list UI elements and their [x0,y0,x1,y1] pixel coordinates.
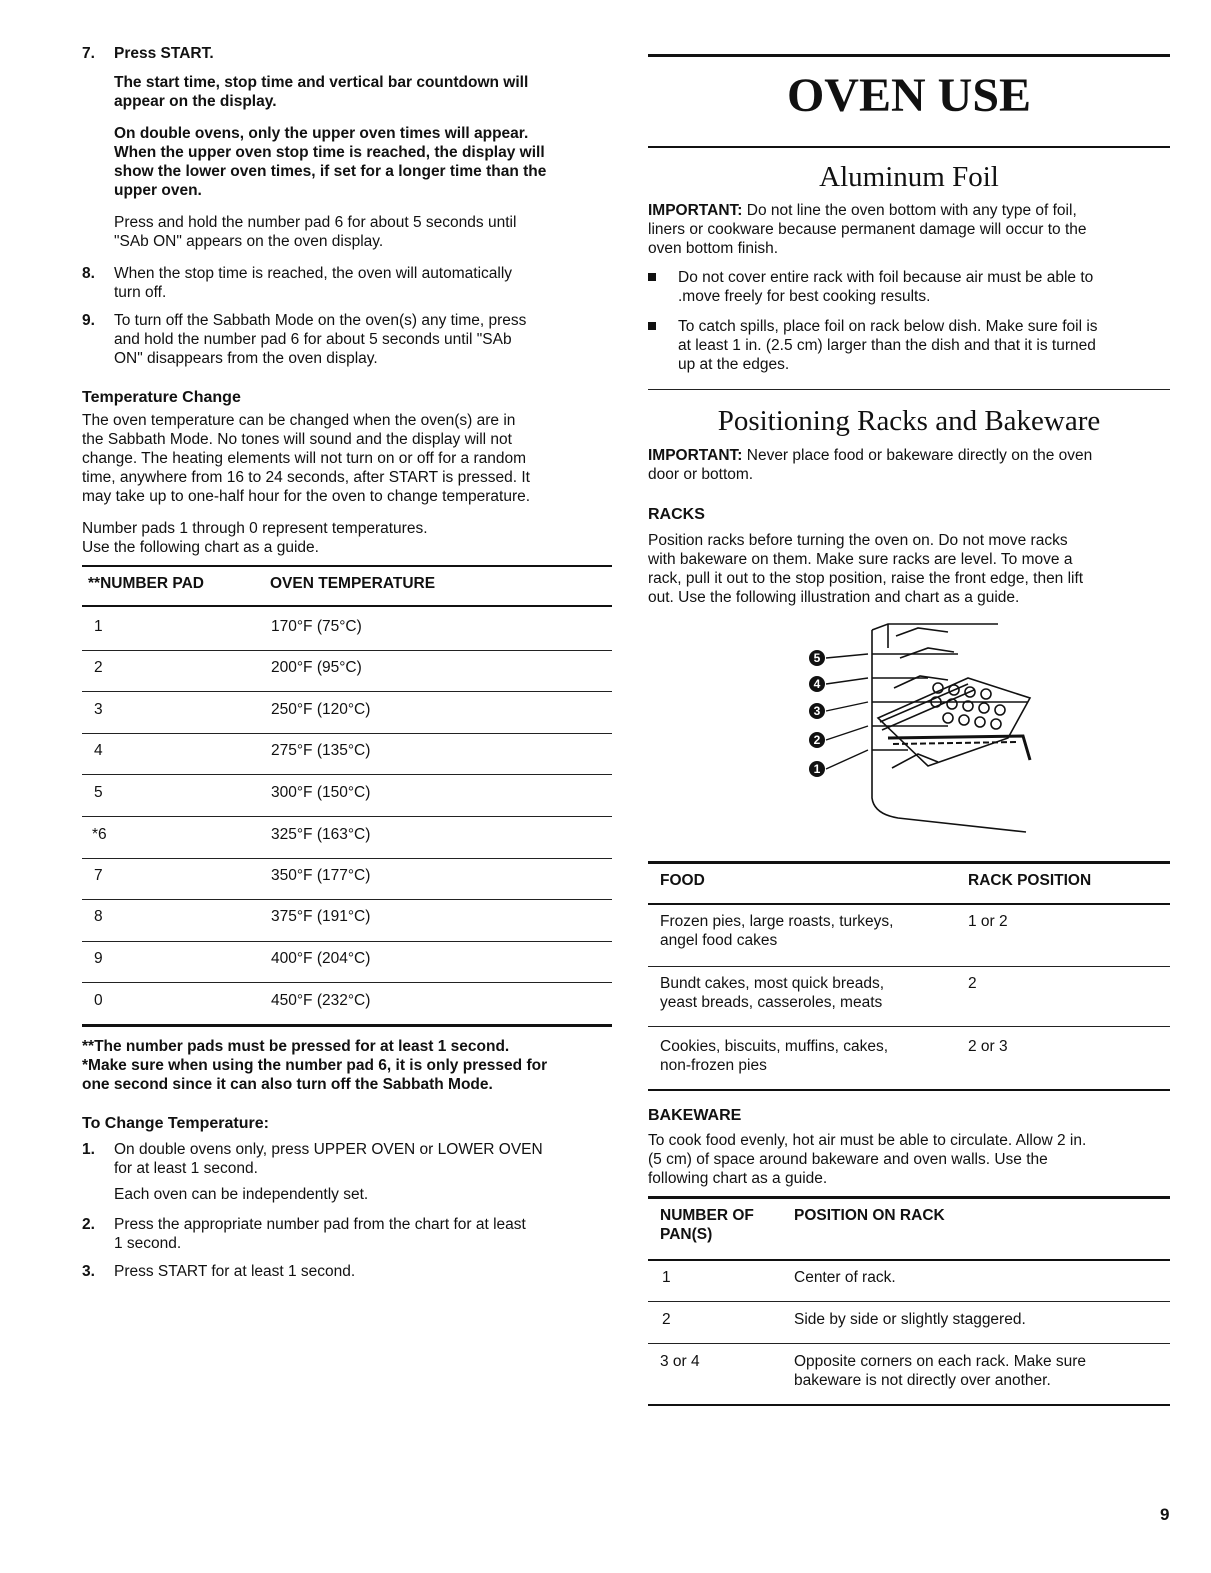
table-row: 2 [94,659,103,676]
temperature-guide-text: Number pads 1 through 0 represent temperatures. Use the following chart as a guide. [82,520,428,556]
pan-table-cell-position: Center of rack. [794,1269,896,1286]
rack-label-2: 2 [813,733,821,747]
aluminum-foil-heading: Aluminum Foil [819,161,999,193]
bullet-icon [648,273,656,281]
pan-table-cell-position: Side by side or slightly staggered. [794,1311,1026,1328]
bakeware-subheading: BAKEWARE [648,1107,742,1124]
pan-table-row: 1 [662,1269,671,1286]
bakeware-paragraph: To cook food evenly, hot air must be able to circulate. Allow 2 in. (5 cm) of space around bakeware and oven walls. Use the following chart as a guide. [648,1132,1087,1187]
table-row: 3 [94,701,103,718]
rack-label-5: 5 [813,651,821,665]
step-7-para-2: On double ovens, only the upper oven times will appear. When the upper oven stop time is reached, the display will show the lower oven times, if set for a longer time than the upper oven. [114,125,547,199]
food-table-row: Bundt cakes, most quick breads, yeast breads, casseroles, meats [660,975,885,1011]
table-cell-temp: 170°F (75°C) [271,618,362,635]
table-footnotes: **The number pads must be pressed for at least 1 second. *Make sure when using the number pad 6, it is only pressed for one second since it can also turn off the Sabbath Mode. [82,1038,548,1093]
table-cell-temp: 350°F (177°C) [271,867,371,884]
food-table-row: Cookies, biscuits, muffins, cakes, non-frozen pies [660,1038,888,1074]
bullet-icon [648,322,656,330]
table-cell-temp: 275°F (135°C) [271,742,371,759]
table-top-rule [82,565,612,567]
food-table-header-food: FOOD [660,872,705,889]
racks-important: IMPORTANT: Never place food or bakeware directly on the oven door or bottom. [648,447,1093,483]
table-row: 8 [94,908,103,925]
title-top-rule [648,54,1170,57]
racks-paragraph: Position racks before turning the oven on. Do not move racks with bakeware on them. Make sure racks are level. To move a rack, pull it out to the stop position, raise the front edge, then lift out. Use the following illustration and chart as a guide. [648,532,1084,606]
table-cell-temp: 300°F (150°C) [271,784,371,801]
positioning-racks-heading: Positioning Racks and Bakeware [717,405,1101,437]
table-row: 7 [94,867,103,884]
table-row: 1 [94,618,103,635]
rack-label-3: 3 [813,704,821,718]
foil-bullet-2: To catch spills, place foil on rack below dish. Make sure foil is at least 1 in. (2.5 cm) larger than the dish and that it is turned up at the edges. [648,317,1170,374]
change-temperature-heading: To Change Temperature: [82,1115,269,1132]
rack-label-1: 1 [813,762,821,776]
food-table-header-rack-position: RACK POSITION [968,872,1092,889]
table-cell-temp: 450°F (232°C) [271,992,371,1009]
table-cell-temp: 250°F (120°C) [271,701,371,718]
food-table-cell-position: 2 or 3 [968,1038,1008,1055]
page-title: OVEN USE [786,69,1032,122]
oven-rack-illustration [808,618,1038,838]
title-bottom-rule [648,146,1170,148]
pan-table-cell-position: Opposite corners on each rack. Make sure bakeware is not directly over another. [794,1353,1087,1389]
table-cell-temp: 200°F (95°C) [271,659,362,676]
change-step-1-note: Each oven can be independently set. [114,1186,369,1203]
rack-label-4: 4 [813,677,821,691]
table-header-rule [82,605,612,607]
table-cell-temp: 400°F (204°C) [271,950,371,967]
food-table-cell-position: 2 [968,975,977,992]
food-table-cell-position: 1 or 2 [968,913,1008,930]
table-cell-temp: 325°F (163°C) [271,826,371,843]
table-cell-temp: 375°F (191°C) [271,908,371,925]
pan-table-row: 2 [662,1311,671,1328]
foil-bullet-1: Do not cover entire rack with foil because air must be able to .move freely for best cooking results. [648,268,1170,306]
pan-table-header-number: NUMBER OF PAN(S) [660,1207,754,1243]
temperature-change-heading: Temperature Change [82,389,241,406]
step-7-text: Press START. [114,45,214,62]
racks-subheading: RACKS [648,506,705,523]
step-7-para-1: The start time, stop time and vertical bar countdown will appear on the display. [114,74,529,110]
table-row: 4 [94,742,103,759]
step-7-para-3: Press and hold the number pad 6 for about 5 seconds until "SAb ON" appears on the oven display. [114,214,517,250]
table-header-oven-temperature: OVEN TEMPERATURE [270,575,436,592]
table-header-number-pad: **NUMBER PAD [88,575,204,592]
table-row: 9 [94,950,103,967]
temperature-change-paragraph: The oven temperature can be changed when the oven(s) are in the Sabbath Mode. No tones will sound and the display will not change. The heating elements will not turn on or off for a random time, anywhere from 16 to 24 seconds, after START is pressed. It may take up to one-half hour for the oven to change temperature. [82,412,531,505]
table-row: 5 [94,784,103,801]
food-table-row: Frozen pies, large roasts, turkeys, angel food cakes [660,913,894,949]
table-row: 0 [94,992,103,1009]
pan-table-row: 3 or 4 [660,1353,700,1370]
page-number: 9 [1160,1505,1170,1524]
pan-table-header-position: POSITION ON RACK [794,1207,945,1224]
table-row: *6 [92,826,107,843]
foil-important: IMPORTANT: Do not line the oven bottom with any type of foil, liners or cookware because permanent damage will occur to the oven bottom finish. [648,202,1087,257]
